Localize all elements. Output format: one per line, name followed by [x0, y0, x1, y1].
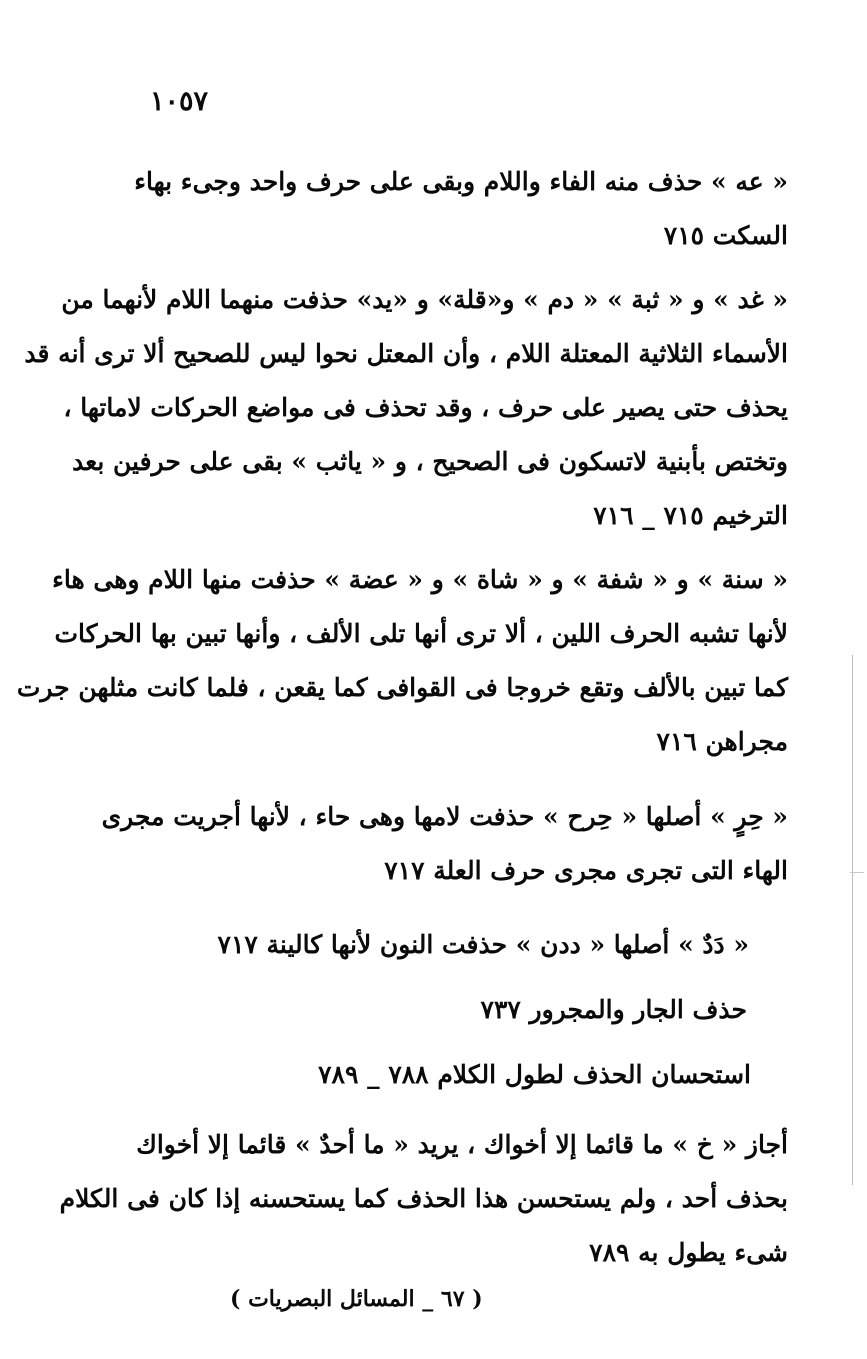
entry-line: « سنة » و « شفة » و « شاة » و « عضة » حذفت منها اللام وهى هاء [52, 565, 788, 594]
index-entry-sana [16, 553, 788, 769]
entry-line: الأسماء الثلاثية المعتلة اللام ، وأن المعتل نحوا ليس للصحيح ألا ترى أنه قد [24, 339, 788, 368]
entry-line: الهاء التى تجرى مجرى حرف العلة ٧١٧ [384, 856, 788, 885]
index-entry-ghad [24, 273, 788, 543]
entry-line: لأنها تشبه الحرف اللين ، ألا ترى أنها تلى الألف ، وأنها تبين بها الحركات [54, 619, 788, 648]
entry-line: « عه » حذف منه الفاء واللام وبقى على حرف واحد وجىء بهاء [134, 167, 788, 196]
entry-line: « غد » و « ثبة » « دم » و«قلة» و «يد» حذفت منهما اللام لأنهما من [61, 285, 788, 314]
index-entry-istihsan: استحسان الحذف لطول الكلام ٧٨٨ _ ٧٨٩ [318, 1060, 751, 1089]
entry-line: السكت ٧١٥ [663, 221, 788, 250]
footer-signature: ( ٦٧ _ المسائل البصريات ) [230, 1286, 483, 1312]
entry-line: وتختص بأبنية لاتسكون فى الصحيح ، و « ياثب » بقى على حرفين بعد [72, 447, 788, 476]
entry-line: بحذف أحد ، ولم يستحسن هذا الحذف كما يستحسنه إذا كان فى الكلام [59, 1184, 788, 1213]
page-edge-line [852, 655, 853, 1185]
entry-line: كما تبين بالألف وتقع خروجا فى القوافى كما يقعن ، فلما كانت مثلهن جرت [16, 673, 788, 702]
entry-line: « حِرٍ » أصلها « حِرح » حذفت لامها وهى حاء ، لأنها أجريت مجرى [101, 802, 788, 831]
entry-line: مجراهن ٧١٦ [656, 727, 788, 756]
index-entry-eh [134, 155, 788, 263]
entry-line: شىء يطول به ٧٨٩ [589, 1238, 788, 1267]
entry-line: يحذف حتى يصير على حرف ، وقد تحذف فى مواضع الحركات لاماتها ، [63, 393, 788, 422]
entry-line: أجاز « خ » ما قائما إلا أخواك ، يريد « ما أحدٌ » قائما إلا أخواك [136, 1130, 788, 1159]
index-entry-jar-majrur: حذف الجار والمجرور ٧٣٧ [480, 995, 747, 1024]
index-entry-hir [101, 790, 788, 898]
page-edge-tick [850, 872, 864, 873]
index-entry-dad: « دَدٌ » أصلها « ددن » حذفت النون لأنها كالينة ٧١٧ [217, 930, 749, 959]
entry-line: الترخيم ٧١٥ _ ٧١٦ [593, 501, 788, 530]
index-entry-ajaz [59, 1118, 788, 1280]
page-number: ١٠٥٧ [150, 86, 209, 117]
